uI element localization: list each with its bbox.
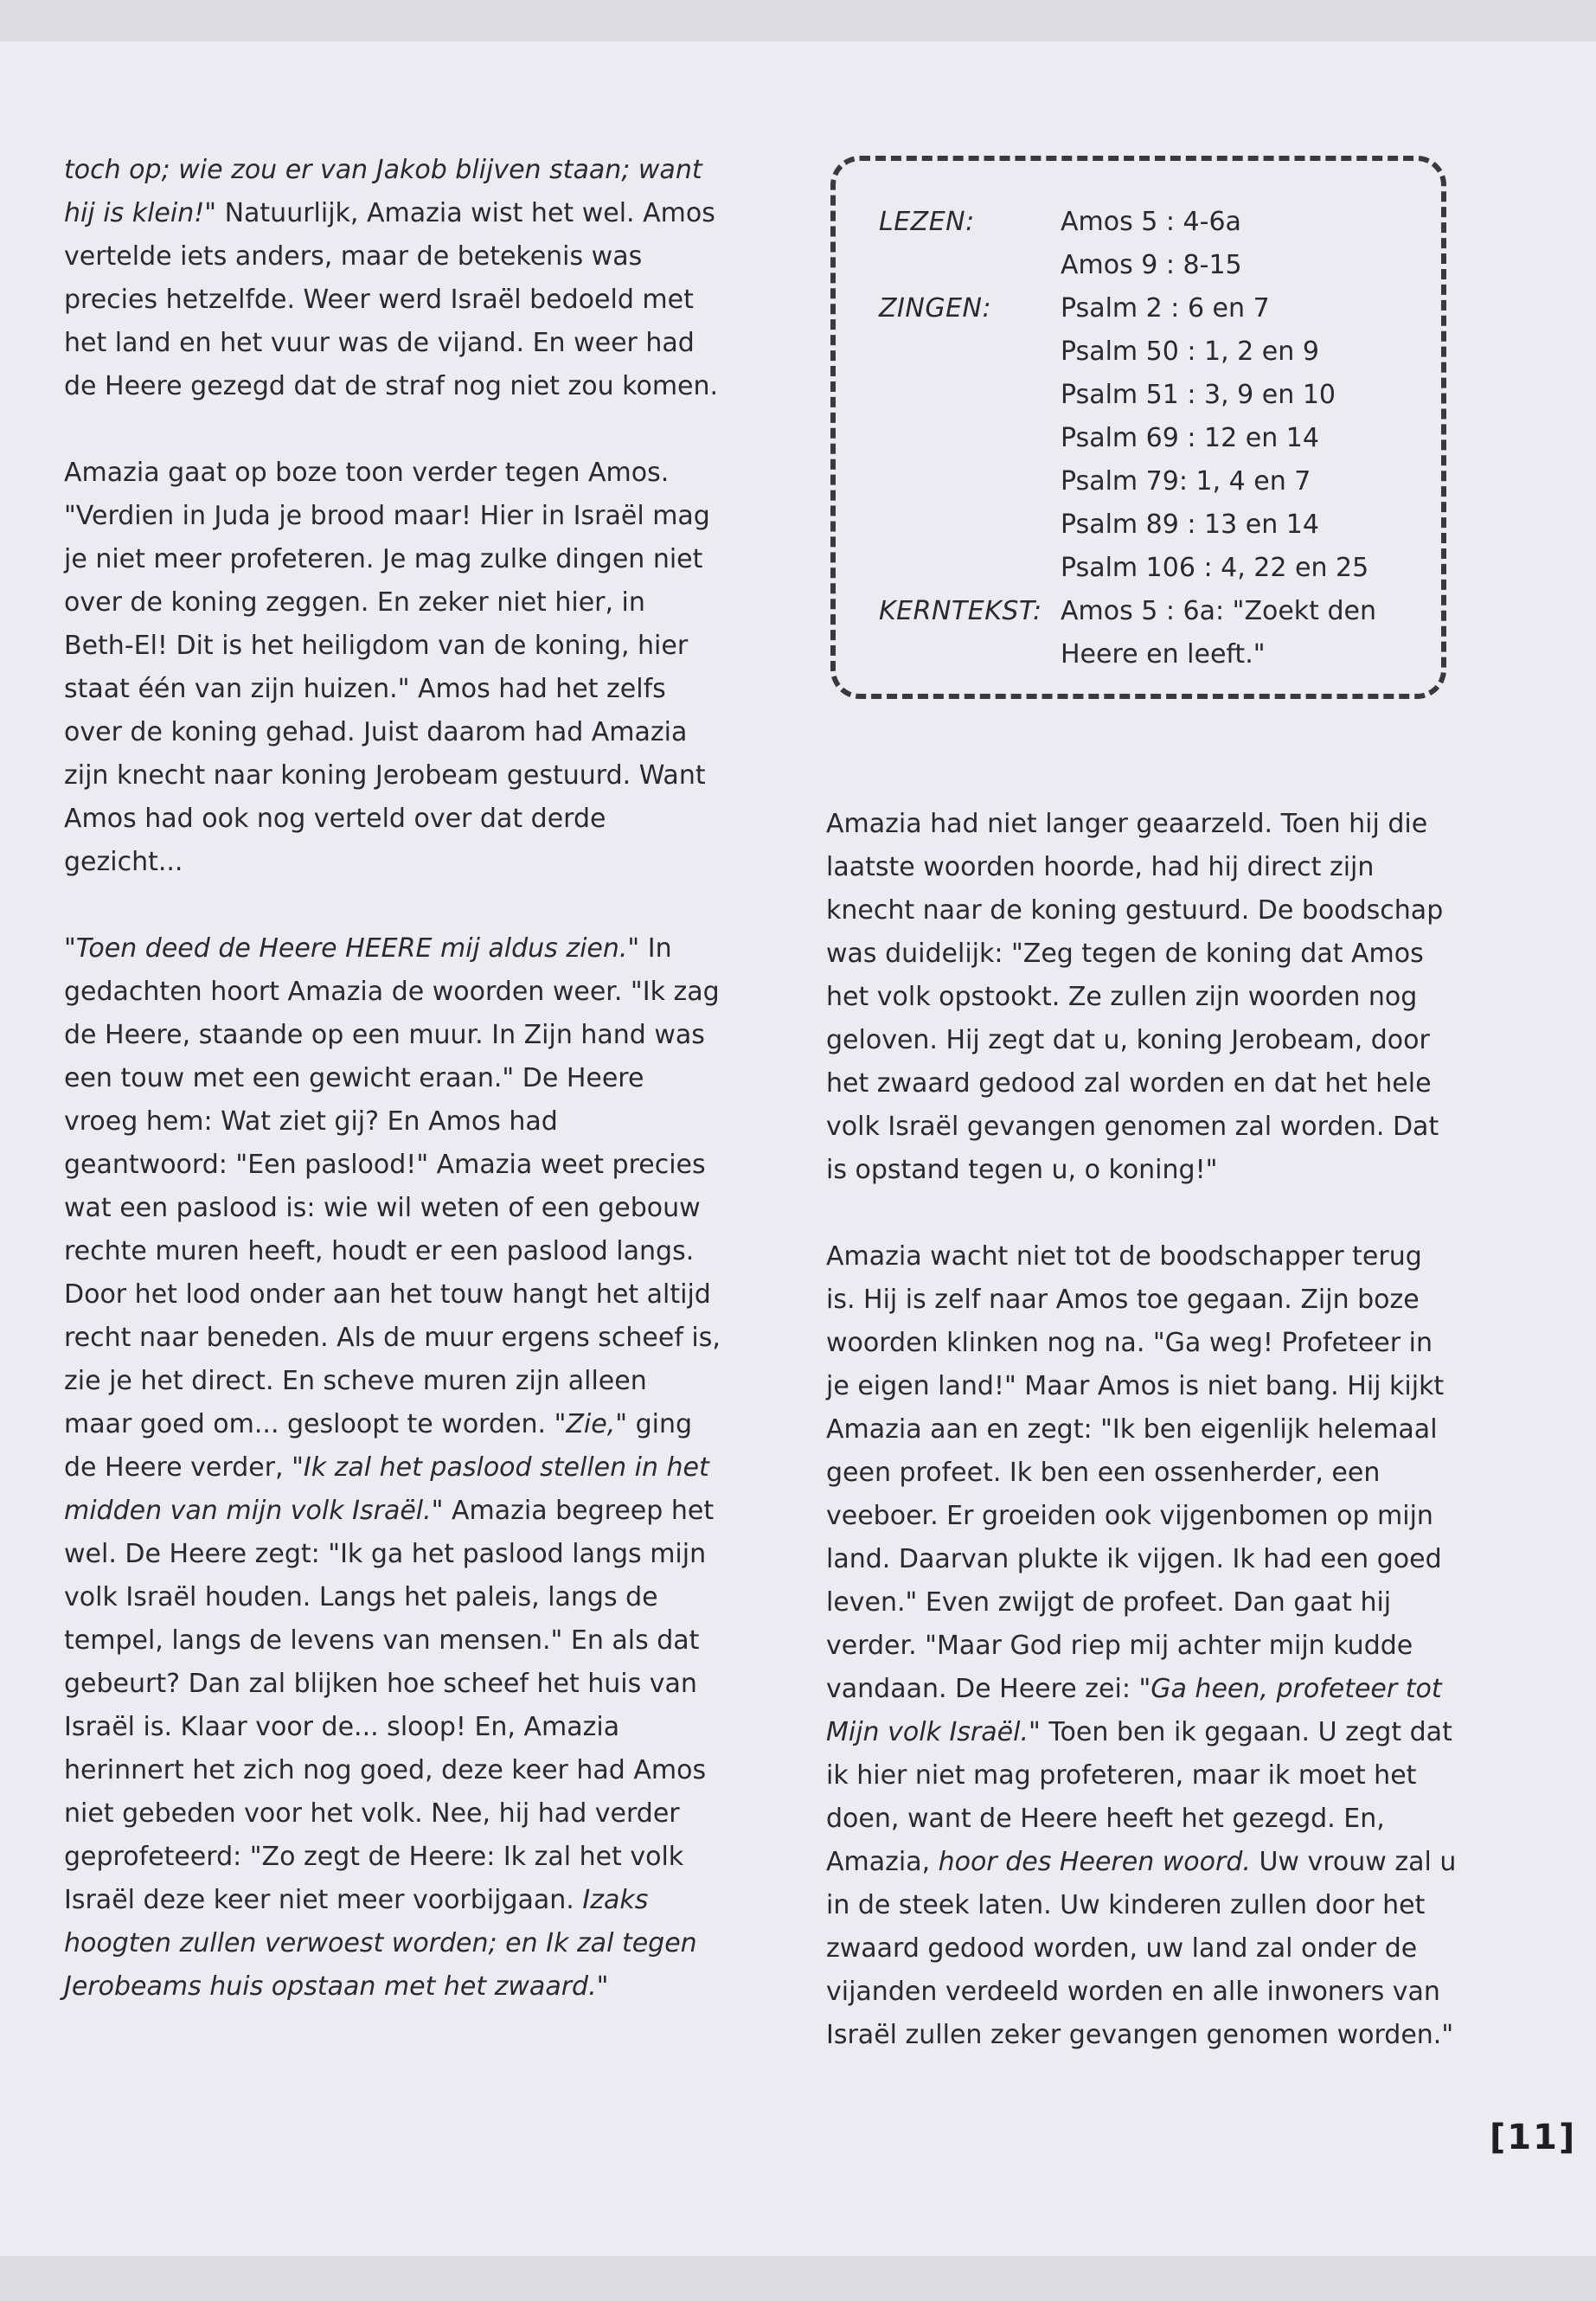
italic-quote: Zie, [566, 1409, 616, 1439]
left-column [64, 149, 721, 2052]
left-paragraph-1 [64, 149, 721, 408]
italic-quote: "Ga heen, profeteer tot Mijn volk Israël." [826, 1674, 1442, 1747]
zingen-ref-5: Psalm 79: 1, 4 en 7 [1061, 466, 1311, 497]
right-column [826, 803, 1458, 2100]
text-run: Natuurlijk, Amazia wist het wel. Amos vertelde iets anders, maar de betekenis was precies hetzelfde. Weer werd Israël bedoeld met het land en het vuur was de vijand. En weer had de Heere gezegd dat de straf nog niet zou komen. [64, 198, 719, 401]
zingen-ref-6: Psalm 89 : 13 en 14 [1061, 510, 1319, 540]
kerntekst-label: KERNTEKST: [879, 596, 1042, 626]
page-number: [11] [1490, 2118, 1577, 2157]
italic-quote: toch op; wie zou er van Jakob blijven staan; want hij is klein!" [64, 155, 702, 228]
lezen-label: LEZEN: [879, 207, 975, 237]
left-paragraph-3 [64, 927, 721, 2009]
left-paragraph-2: Amazia gaat op boze toon verder tegen Amos. "Verdien in Juda je brood maar! Hier in Israël mag je niet meer profeteren. Je mag zulke dingen niet over de koning zeggen. En zeker niet hier, in Beth-El! Dit is het heiligdom van de koning, hier staat één van zijn huizen." Amos had het zelfs over de koning gehad. Juist daarom had Amazia zijn knecht naar koning Jerobeam gestuurd. Want Amos had ook nog verteld over dat derde gezicht... [64, 458, 710, 877]
lezen-ref-1: Amos 5 : 4-6a [1061, 207, 1241, 237]
lezen-ref-2: Amos 9 : 8-15 [1061, 250, 1242, 280]
text-run: Toen ben ik gegaan. U zegt dat ik hier niet mag profeteren, maar ik moet het doen, want de Heere heeft het gezegd. En, Amazia, [826, 1717, 1452, 1877]
text-run: Amazia begreep het wel. De Heere zegt: "Ik ga het paslood langs mijn volk Israël houden. Langs het paleis, langs de tempel, langs de levens van mensen." En als dat gebeurt? Dan zal blijken hoe scheef het huis van Israël is. Klaar voor de... sloop! En, Amazia herinnert het zich nog goed, deze keer had Amos niet gebeden voor het volk. Nee, hij had verder geprofeteerd: "Zo zegt de Heere: Ik zal het volk Israël deze keer niet meer voorbijgaan. [64, 1496, 715, 1915]
zingen-ref-4: Psalm 69 : 12 en 14 [1061, 423, 1319, 453]
italic-quote: hoor des Heeren woord. [938, 1847, 1251, 1877]
kerntekst-line-1: Amos 5 : 6a: "Zoekt den [1061, 596, 1376, 626]
reading-info-box [830, 156, 1446, 699]
right-paragraph-1: Amazia had niet langer geaarzeld. Toen hij die laatste woorden hoorde, had hij direct zijn knecht naar de koning gestuurd. De boodschap was duidelijk: "Zeg tegen de koning dat Amos het volk opstookt. Ze zullen zijn woorden nog geloven. Hij zegt dat u, koning Jerobeam, door het zwaard gedood zal worden en dat het hele volk Israël gevangen genomen zal worden. Dat is opstand tegen u, o koning!" [826, 809, 1444, 1185]
zingen-ref-7: Psalm 106 : 4, 22 en 25 [1061, 553, 1369, 583]
italic-quote: Izaks hoogten zullen verwoest worden; en Ik zal tegen Jerobeams huis opstaan met het zwaard." [64, 1885, 697, 2002]
zingen-ref-1: Psalm 2 : 6 en 7 [1061, 293, 1270, 324]
text-run: Uw vrouw zal u in de steek laten. Uw kinderen zullen door het zwaard gedood worden, uw land zal onder de vijanden verdeeld worden en alle inwoners van Israël zullen zeker gevangen genomen worden." [826, 1847, 1457, 2050]
text-run: " ging de Heere verder, [64, 1409, 693, 1483]
kerntekst-line-2: Heere en leeft." [1061, 639, 1266, 670]
text-run: In gedachten hoort Amazia de woorden weer. "Ik zag de Heere, staande op een muur. In Zijn hand was een touw met een gewicht eraan." De Heere vroeg hem: Wat ziet gij? En Amos had geantwoord: "Een paslood!" Amazia weet precies wat een paslood is: wie wil weten of een gebouw rechte muren heeft, houdt er een paslood langs. Door het lood onder aan het touw hangt het altijd recht naar beneden. Als de muur ergens scheef is, zie je het direct. En scheve muren zijn alleen maar goed om... gesloopt te worden. " [64, 933, 721, 1439]
right-paragraph-2 [826, 1235, 1458, 2057]
zingen-label: ZINGEN: [879, 293, 992, 324]
zingen-ref-3: Psalm 51 : 3, 9 en 10 [1061, 380, 1336, 410]
italic-quote: "Toen deed de Heere HEERE mij aldus zien." [64, 933, 640, 964]
text-run: Amazia wacht niet tot de boodschapper terug is. Hij is zelf naar Amos toe gegaan. Zijn boze woorden klinken nog na. "Ga weg! Profeteer in je eigen land!" Maar Amos is niet bang. Hij kijkt Amazia aan en zegt: "Ik ben eigenlijk helemaal geen profeet. Ik ben een ossenherder, een veeboer. Er groeiden ook vijgenbomen op mijn land. Daarvan plukte ik vijgen. Ik had een goed leven." Even zwijgt de profeet. Dan gaat hij verder. "Maar God riep mij achter mijn kudde vandaan. De Heere zei: [826, 1241, 1445, 1704]
italic-quote: "Ik zal het paslood stellen in het midden van mijn volk Israël." [64, 1452, 709, 1526]
zingen-ref-2: Psalm 50 : 1, 2 en 9 [1061, 336, 1319, 367]
